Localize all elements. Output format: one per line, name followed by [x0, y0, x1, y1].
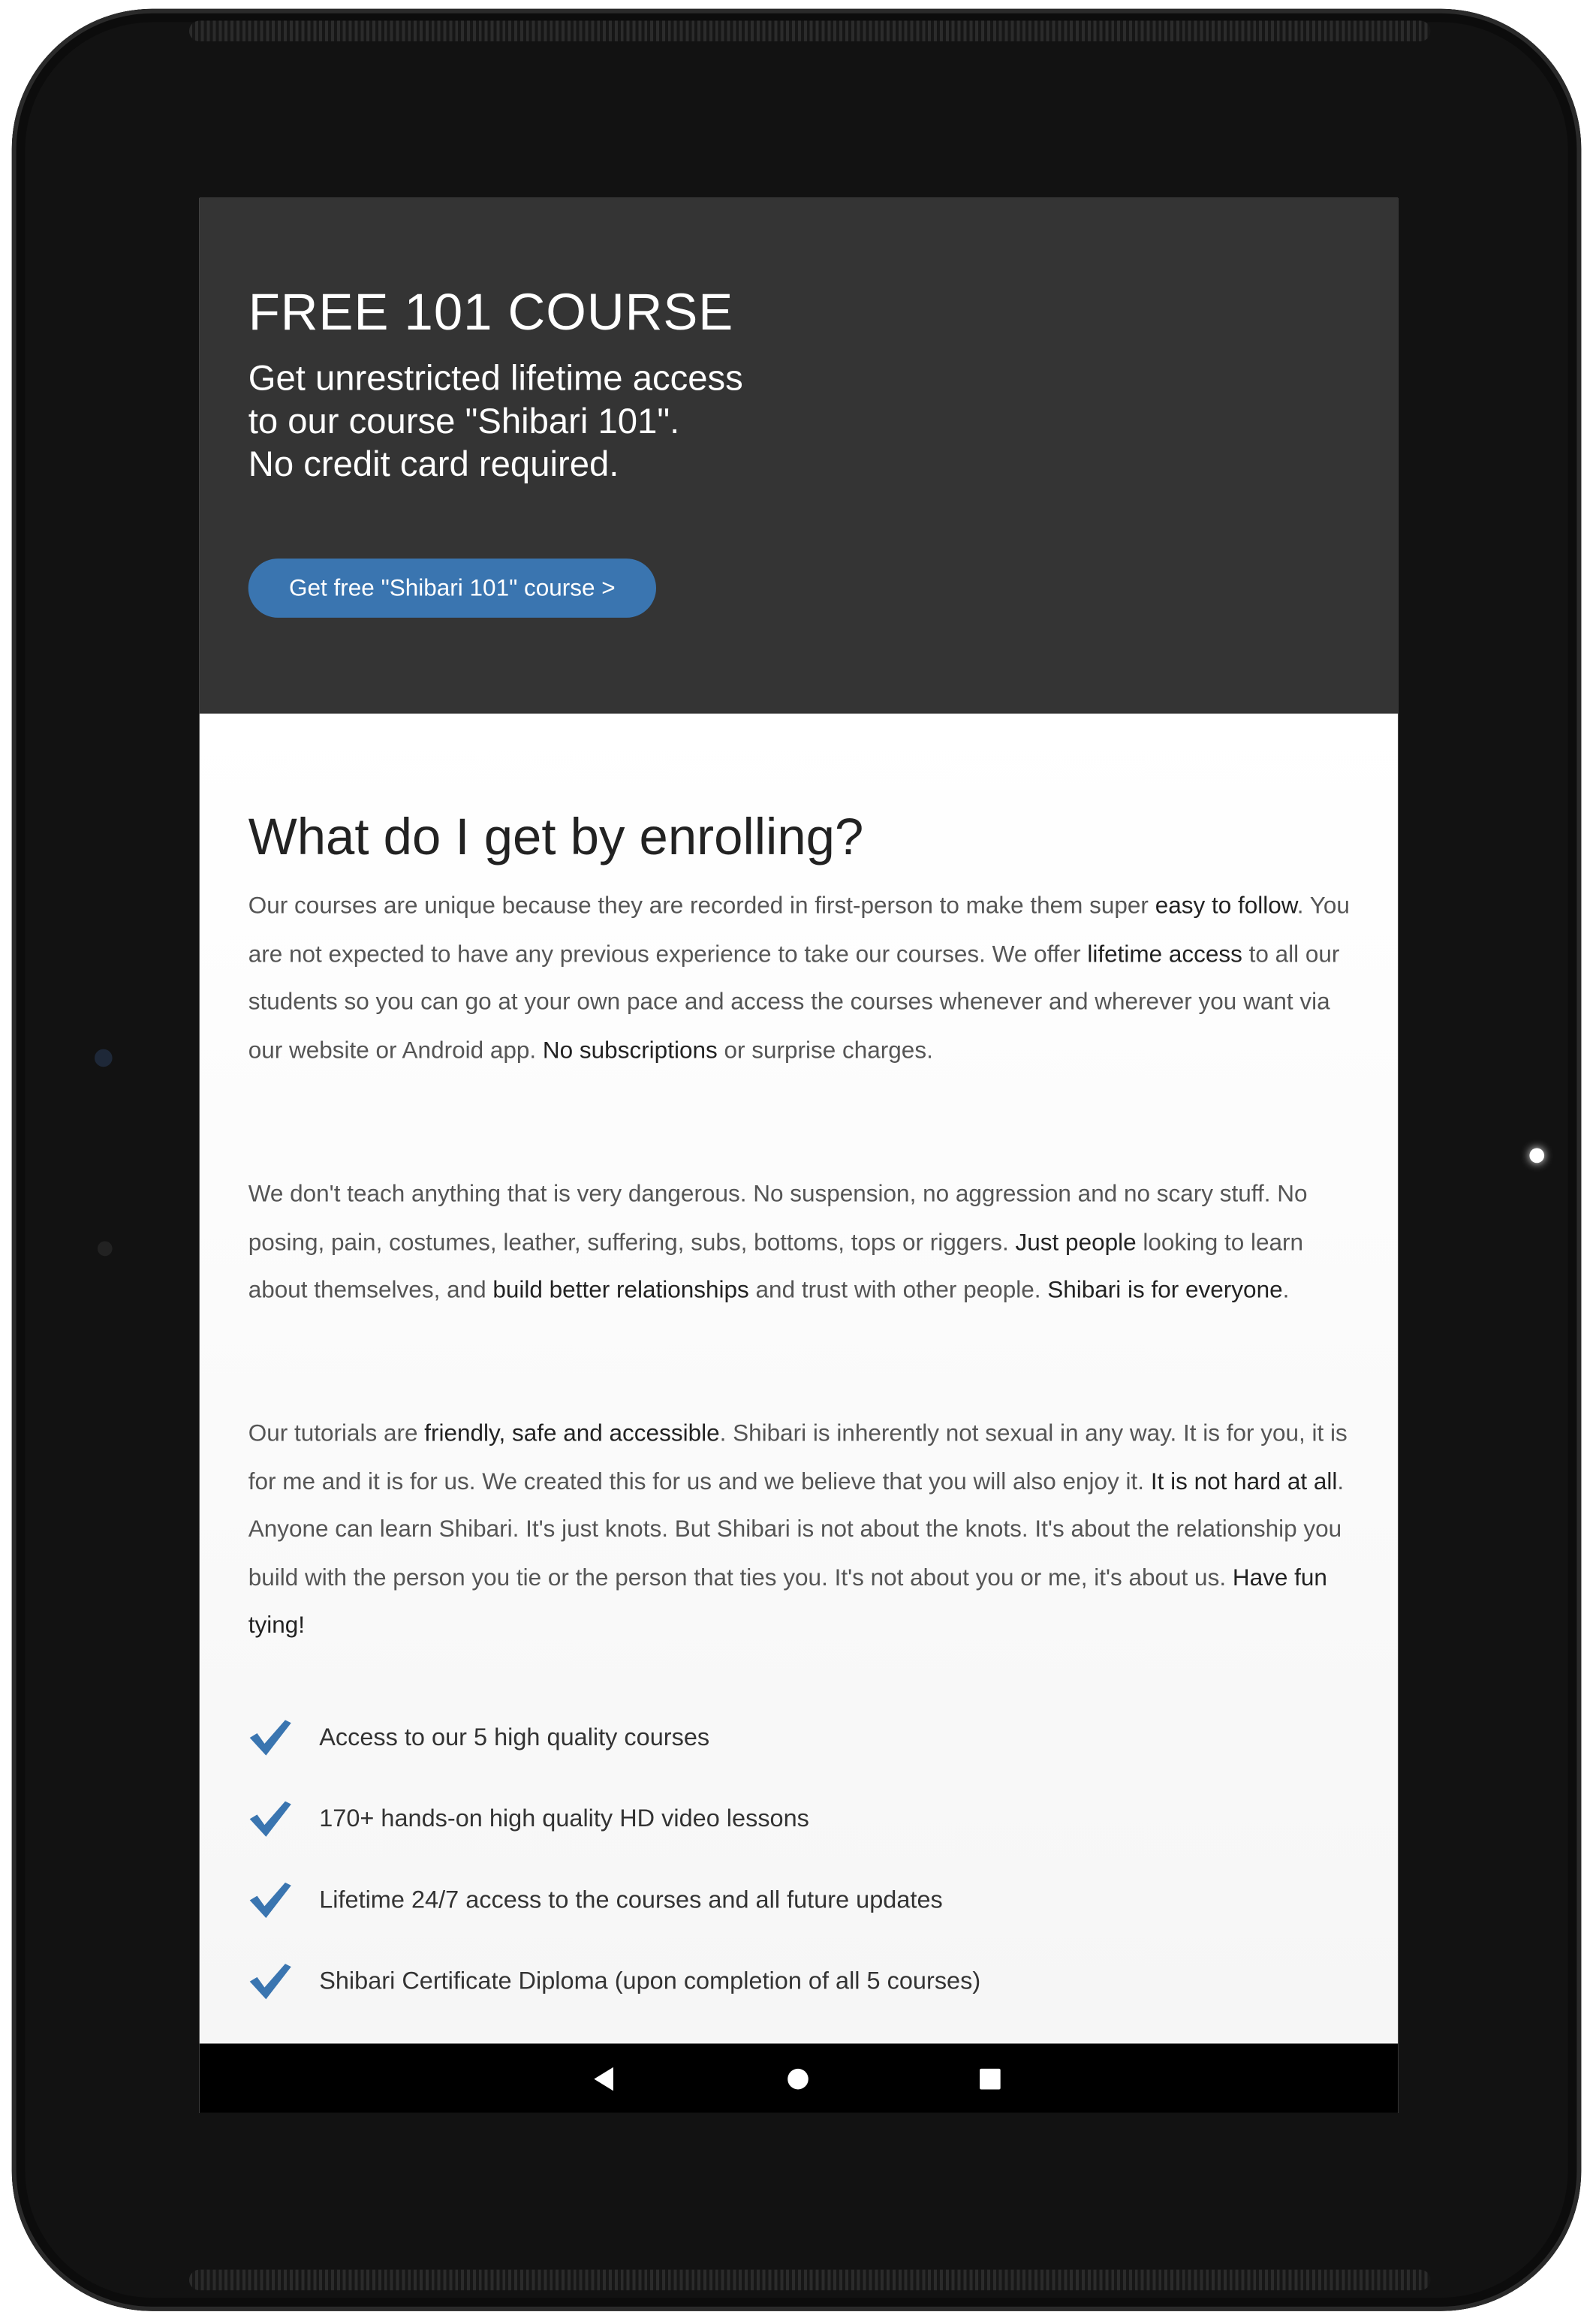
paragraph-text: and trust with other people. — [748, 1278, 1048, 1304]
paragraph-text: . Anyone can learn Shibari. It's just knots. But Shibari is not about the knots. It's about the relationship you build with the person you tie or the person that ties you. It's not about you or me, it's about us. — [248, 1469, 1345, 1591]
hero-title: FREE 101 COURSE — [248, 283, 734, 342]
recents-icon[interactable] — [978, 2067, 1001, 2091]
hero-subtitle-line: Get unrestricted lifetime access — [248, 359, 743, 399]
android-navigation-bar — [200, 2043, 1398, 2113]
sensor-icon — [98, 1242, 113, 1257]
paragraph — [248, 884, 1357, 1076]
checkmark-icon — [248, 1962, 293, 2000]
emphasis-text: lifetime access — [1087, 941, 1242, 968]
emphasis-text: friendly, safe and accessible — [424, 1421, 720, 1447]
feature-item — [248, 1878, 943, 1922]
feature-item — [248, 1959, 980, 2003]
paragraph-text: . — [1282, 1278, 1290, 1304]
feature-item — [248, 1797, 809, 1841]
paragraph-text: or surprise charges. — [717, 1037, 933, 1064]
checkmark-icon — [248, 1718, 293, 1757]
free-course-hero — [200, 198, 1398, 714]
paragraph — [248, 1172, 1357, 1316]
screen — [200, 198, 1398, 2113]
paragraph-text: to all our students so you can go at your own pace and access the courses whenever and wherever you want via our website or Android app. — [248, 941, 1340, 1064]
emphasis-text: Just people — [1015, 1230, 1137, 1256]
get-free-course-button[interactable]: Get free "Shibari 101" course > — [248, 558, 656, 618]
paragraph-text: . You are not expected to have any previous experience to take our courses. We offer — [248, 893, 1350, 968]
emphasis-text: Have fun tying! — [248, 1565, 1327, 1639]
speaker-grill-bottom — [189, 2270, 1431, 2291]
paragraph-text: looking to learn about themselves, and — [248, 1230, 1304, 1304]
emphasis-text: build better relationships — [492, 1278, 749, 1304]
feature-label: Lifetime 24/7 access to the courses and all future updates — [319, 1886, 943, 1913]
emphasis-text: easy to follow — [1155, 893, 1297, 920]
emphasis-text: It is not hard at all — [1150, 1469, 1338, 1495]
checkmark-icon — [248, 1881, 293, 1919]
section-heading: What do I get by enrolling? — [248, 808, 864, 866]
checkmark-icon — [248, 1800, 293, 1838]
paragraph-text: Our tutorials are — [248, 1421, 425, 1447]
paragraph-text: Our courses are unique because they are recorded in first-person to make them super — [248, 893, 1155, 920]
notification-led-icon — [1529, 1148, 1544, 1164]
feature-label: Access to our 5 high quality courses — [319, 1723, 710, 1751]
emphasis-text: Shibari is for everyone — [1047, 1278, 1283, 1304]
enroll-benefits-section — [200, 714, 1398, 2044]
emphasis-text: No subscriptions — [542, 1037, 718, 1064]
hero-subtitle-line: No credit card required. — [248, 444, 619, 485]
feature-label: Shibari Certificate Diploma (upon completion of all 5 courses) — [319, 1967, 981, 1994]
paragraph-text: We don't teach anything that is very dangerous. No suspension, no aggression and no scary stuff. No posing, pain, costumes, leather, suffering, subs, bottoms, tops or riggers. — [248, 1182, 1308, 1256]
home-icon[interactable] — [786, 2067, 809, 2091]
paragraph-text: . Shibari is inherently not sexual in any way. It is for you, it is for me and it is for us. We created this for us and we believe that you will also enjoy it. — [248, 1421, 1348, 1495]
feature-label: 170+ hands-on high quality HD video lessons — [319, 1805, 809, 1832]
front-camera-icon — [95, 1049, 113, 1067]
speaker-grill-top — [189, 21, 1431, 42]
hero-subtitle-line: to our course "Shibari 101". — [248, 402, 680, 442]
paragraph — [248, 1411, 1357, 1651]
hero-subtitle — [248, 357, 869, 486]
feature-item — [248, 1715, 709, 1760]
back-icon[interactable] — [592, 2067, 616, 2091]
